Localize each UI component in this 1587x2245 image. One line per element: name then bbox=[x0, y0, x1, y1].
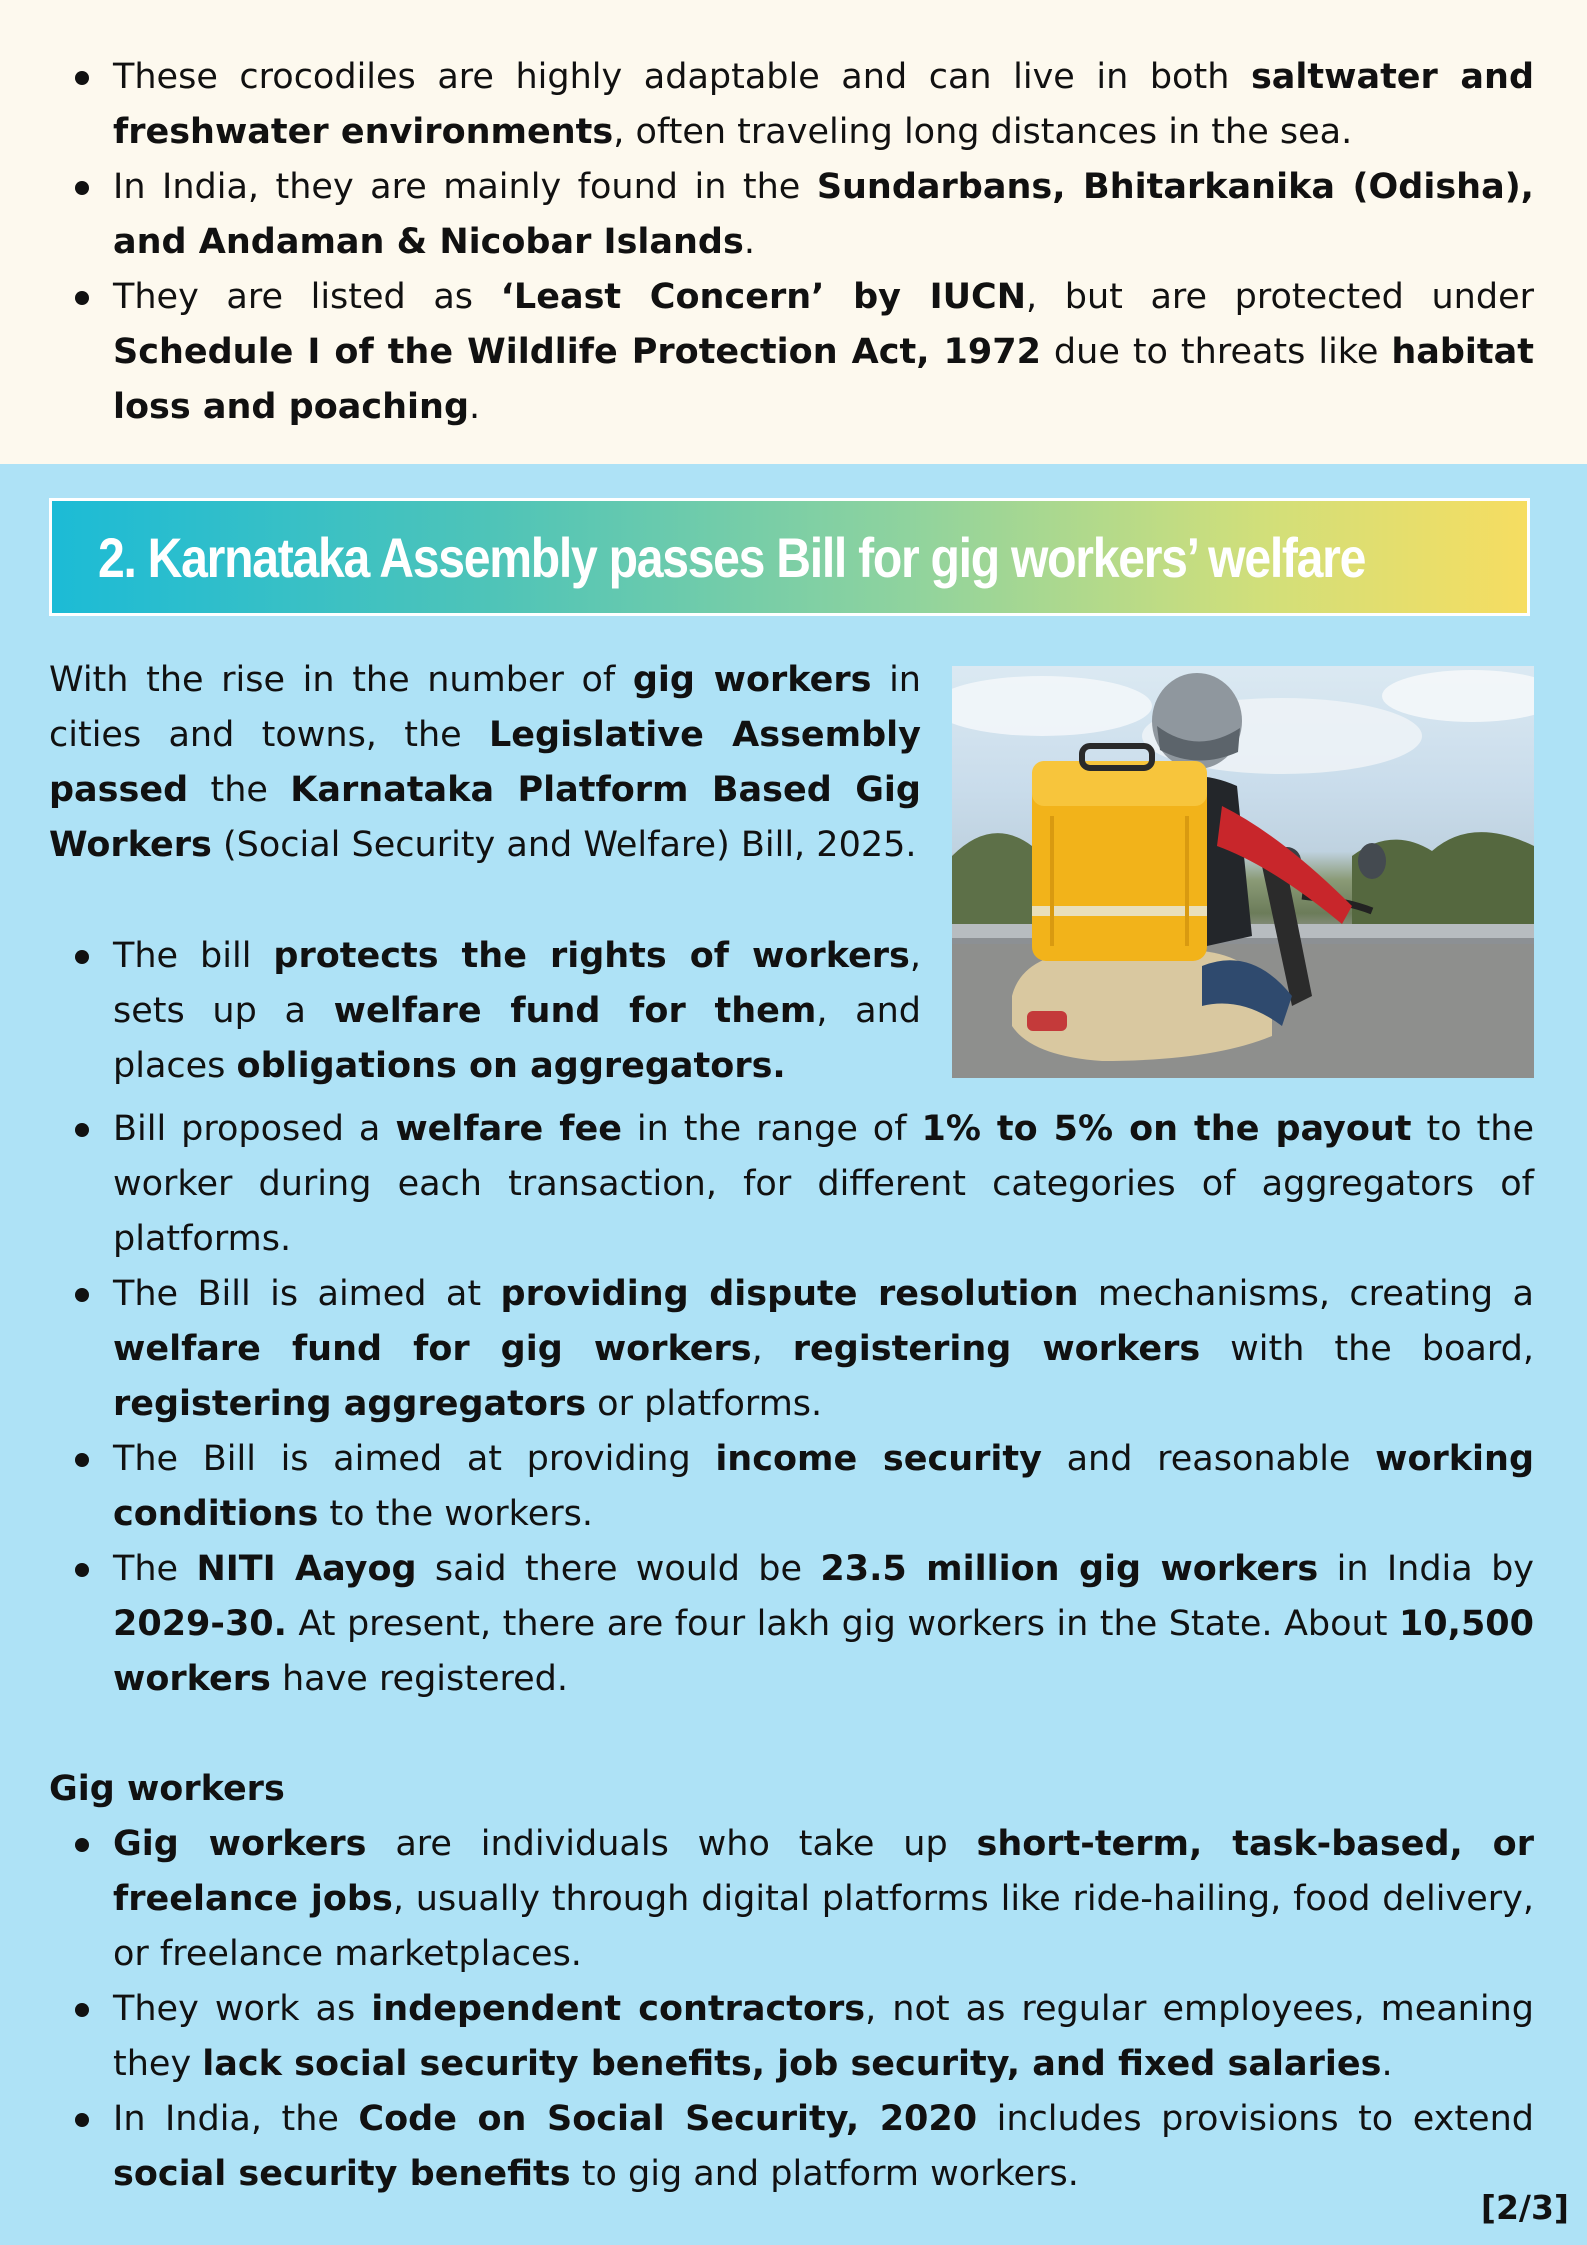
bold-text: Code on Social Security, 2020 bbox=[358, 2099, 978, 2139]
bold-text: lack social security benefits, job security, and fixed salaries bbox=[202, 2044, 1382, 2084]
bold-text: working conditions bbox=[113, 1439, 1534, 1534]
text-run: includes provisions to extend bbox=[977, 2099, 1534, 2139]
text-run: The bill bbox=[113, 936, 274, 976]
text-run: , sets up a bbox=[113, 936, 921, 1031]
text-run: and reasonable bbox=[1041, 1439, 1376, 1479]
text-run: in India by bbox=[1318, 1549, 1534, 1589]
text-run: , but are protected under bbox=[1026, 277, 1534, 317]
list-item bbox=[49, 2092, 1534, 2202]
page-number: [2/3] bbox=[1480, 2188, 1569, 2227]
bold-text: habitat loss and poaching bbox=[113, 332, 1535, 427]
text-run: (Social Security and Welfare) Bill, 2025. bbox=[211, 825, 917, 865]
intro-bullets bbox=[49, 929, 921, 1094]
delivery-rider-photo bbox=[952, 666, 1534, 1078]
list-item bbox=[49, 270, 1534, 435]
bold-text: Schedule I of the Wildlife Protection Act, 1972 bbox=[113, 332, 1041, 372]
list-item bbox=[49, 1542, 1534, 1707]
text-run: , bbox=[751, 1329, 793, 1369]
bold-text: obligations on aggregators. bbox=[236, 1046, 786, 1086]
bold-text: registering workers bbox=[792, 1329, 1201, 1369]
list-item bbox=[49, 160, 1534, 270]
text-run: in the range of bbox=[621, 1109, 922, 1149]
text-run: With the rise in the number of bbox=[49, 660, 633, 700]
text-run: . bbox=[469, 387, 481, 427]
text-run: the bbox=[188, 770, 291, 810]
section-title: 2. Karnataka Assembly passes Bill for gig workers’ welfare bbox=[98, 525, 1366, 589]
bold-text: Gig workers bbox=[113, 1824, 367, 1864]
text-run: with the board, bbox=[1200, 1329, 1534, 1369]
text-run: to the workers. bbox=[318, 1494, 593, 1534]
bold-text: 1% to 5% on the payout bbox=[921, 1109, 1412, 1149]
text-run: They are listed as bbox=[113, 277, 501, 317]
bold-text: providing dispute resolution bbox=[500, 1274, 1079, 1314]
list-item bbox=[49, 929, 921, 1094]
text-run: have registered. bbox=[270, 1659, 569, 1699]
text-run: due to threats like bbox=[1040, 332, 1392, 372]
top-section bbox=[0, 0, 1587, 464]
text-run: , not as regular employees, meaning they bbox=[113, 1989, 1534, 2084]
text-run: or platforms. bbox=[586, 1384, 823, 1424]
gig-workers-heading: Gig workers bbox=[49, 1769, 285, 1809]
text-run: In India, they are mainly found in the bbox=[113, 167, 817, 207]
bold-text: welfare fund for them bbox=[333, 991, 817, 1031]
list-item bbox=[49, 1817, 1534, 1982]
bold-text: independent contractors bbox=[371, 1989, 866, 2029]
text-run: In India, the bbox=[113, 2099, 359, 2139]
bold-text: welfare fee bbox=[395, 1109, 622, 1149]
text-run: to the worker during each transaction, for different categories of aggregators of platforms. bbox=[113, 1109, 1534, 1259]
text-run: . bbox=[743, 222, 755, 262]
bold-text: Legislative Assembly passed bbox=[49, 715, 921, 810]
bold-text: short-term, task-based, or freelance jobs bbox=[113, 1824, 1534, 1919]
bold-text: ‘Least Concern’ by IUCN bbox=[500, 277, 1027, 317]
text-run: . bbox=[1381, 2044, 1393, 2084]
list-item bbox=[49, 1982, 1534, 2092]
bold-text: income security bbox=[715, 1439, 1042, 1479]
text-run: At present, there are four lakh gig workers in the State. About bbox=[286, 1604, 1399, 1644]
bill-bullets bbox=[49, 1102, 1534, 1707]
text-run: , often traveling long distances in the sea. bbox=[613, 112, 1353, 152]
list-item bbox=[49, 1432, 1534, 1542]
list-item bbox=[49, 1267, 1534, 1432]
list-item bbox=[49, 1102, 1534, 1267]
bold-text: protects the rights of workers bbox=[273, 936, 910, 976]
text-run: The bbox=[113, 1549, 197, 1589]
text-run: The Bill is aimed at bbox=[113, 1274, 501, 1314]
text-run: Bill proposed a bbox=[113, 1109, 396, 1149]
bold-text: NITI Aayog bbox=[196, 1549, 417, 1589]
text-run: in cities and towns, the bbox=[49, 660, 921, 755]
text-run: , and places bbox=[113, 991, 921, 1086]
text-run: , usually through digital platforms like ride-hailing, food delivery, or freelance marketplaces. bbox=[113, 1879, 1534, 1974]
bold-text: 2029-30. bbox=[113, 1604, 287, 1644]
bold-text: registering aggregators bbox=[113, 1384, 587, 1424]
bold-text: 10,500 workers bbox=[113, 1604, 1534, 1699]
delivery-rider-icon bbox=[952, 666, 1534, 1078]
gig-worker-bullets bbox=[49, 1817, 1534, 2202]
bold-text: Sundarbans, Bhitarkanika (Odisha), and Andaman & Nicobar Islands bbox=[113, 167, 1534, 262]
text-run: to gig and platform workers. bbox=[570, 2154, 1079, 2194]
text-run: The Bill is aimed at providing bbox=[113, 1439, 716, 1479]
text-run: mechanisms, creating a bbox=[1078, 1274, 1534, 1314]
bold-text: saltwater and freshwater environments bbox=[113, 57, 1534, 152]
bold-text: welfare fund for gig workers bbox=[113, 1329, 752, 1369]
bold-text: Karnataka Platform Based Gig Workers bbox=[49, 770, 921, 865]
bold-text: social security benefits bbox=[113, 2154, 571, 2194]
list-item bbox=[49, 50, 1534, 160]
crocodile-bullets bbox=[49, 50, 1534, 435]
text-run: are individuals who take up bbox=[366, 1824, 977, 1864]
intro-paragraph bbox=[49, 653, 921, 873]
section-banner bbox=[49, 498, 1530, 616]
text-run: These crocodiles are highly adaptable and can live in both bbox=[113, 57, 1251, 97]
bold-text: 23.5 million gig workers bbox=[820, 1549, 1319, 1589]
text-run: said there would be bbox=[416, 1549, 821, 1589]
text-run: They work as bbox=[113, 1989, 372, 2029]
bold-text: gig workers bbox=[632, 660, 872, 700]
